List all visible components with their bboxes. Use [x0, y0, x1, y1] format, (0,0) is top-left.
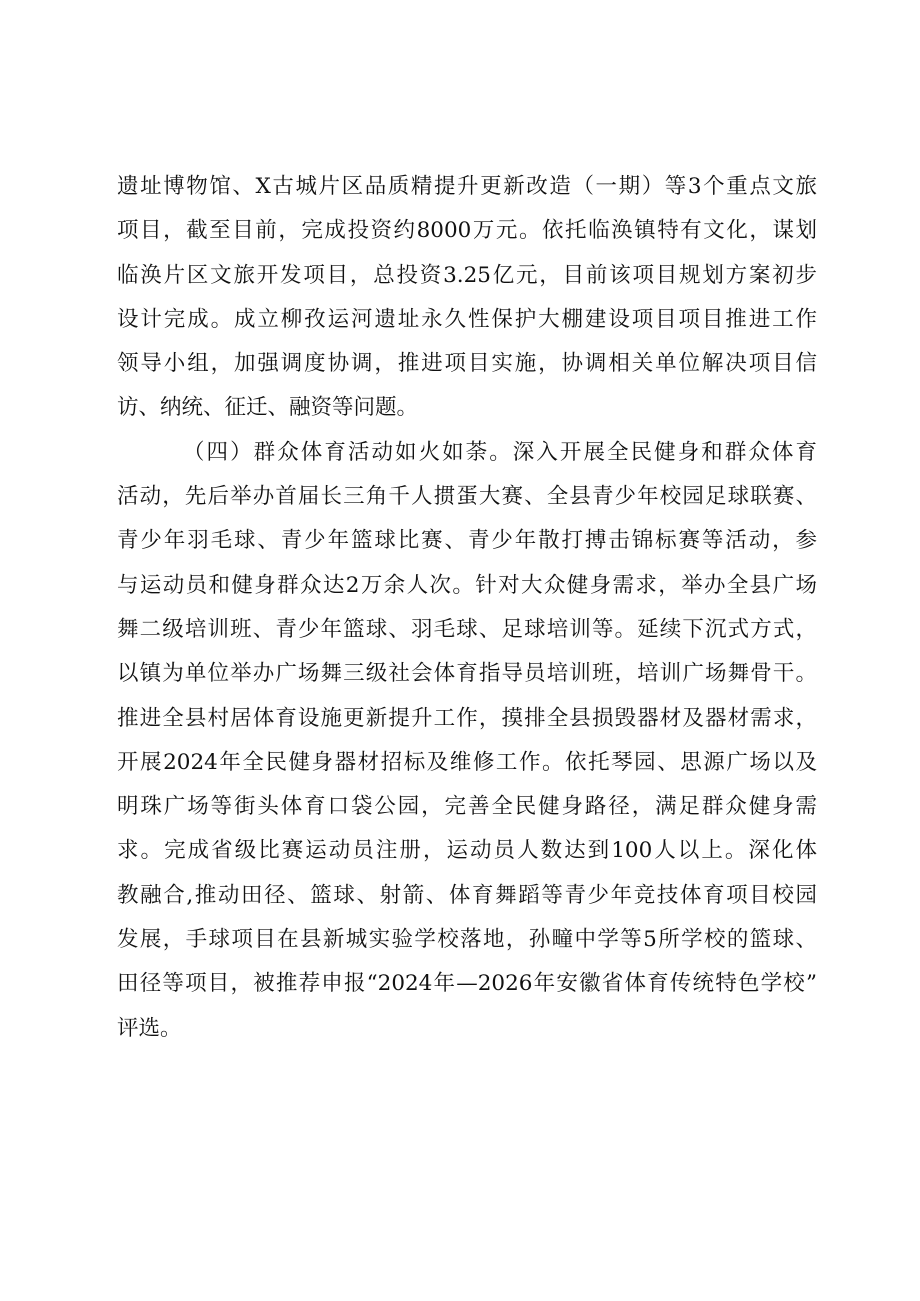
text-line: 访、纳统、征迁、融资等问题。: [117, 395, 419, 421]
text-line: 活动，先后举办首届长三角千人掼蛋大赛、全县青少年校园足球联赛、: [117, 484, 817, 510]
text-line: 与运动员和健身群众达2万余人次。针对大众健身需求，举办全县广场: [117, 572, 817, 598]
text-line: 青少年羽毛球、青少年篮球比赛、青少年散打搏击锦标赛等活动，参: [117, 528, 817, 554]
text-line: 田径等项目，被推荐申报“2024年—2026年安徽省体育传统特色学校”: [117, 971, 817, 997]
text-line: 项目，截至目前，完成投资约8000万元。依托临涣镇特有文化，谋划: [117, 218, 817, 244]
text-line: 设计完成。成立柳孜运河遗址永久性保护大棚建设项目项目推进工作: [117, 306, 817, 332]
text-line: 以镇为单位举办广场舞三级社会体育指导员培训班，培训广场舞骨干。: [117, 661, 817, 687]
section-heading-line: （四）群众体育活动如火如荼。深入开展全民健身和群众体育: [183, 439, 817, 465]
text-line: 开展2024年全民健身器材招标及维修工作。依托琴园、思源广场以及: [117, 749, 817, 775]
body-text: [117, 165, 817, 1051]
text-line: 领导小组，加强调度协调，推进项目实施，协调相关单位解决项目信: [117, 351, 817, 377]
text-line: 临涣片区文旅开发项目，总投资3.25亿元，目前该项目规划方案初步: [117, 262, 817, 288]
text-line: 教融合,推动田径、篮球、射箭、体育舞蹈等青少年竞技体育项目校园: [117, 882, 817, 908]
text-line: 明珠广场等街头体育口袋公园，完善全民健身路径，满足群众健身需: [117, 794, 817, 820]
text-line: 评选。: [117, 1015, 182, 1041]
text-line: 发展，手球项目在县新城实验学校落地，孙疃中学等5所学校的篮球、: [117, 927, 817, 953]
text-line: 舞二级培训班、青少年篮球、羽毛球、足球培训等。延续下沉式方式，: [117, 616, 817, 642]
text-line: 推进全县村居体育设施更新提升工作，摸排全县损毁器材及器材需求，: [117, 705, 817, 731]
text-line: 求。完成省级比赛运动员注册，运动员人数达到100人以上。深化体: [117, 838, 817, 864]
text-line: 遗址博物馆、X古城片区品质精提升更新改造（一期）等3个重点文旅: [117, 174, 817, 199]
